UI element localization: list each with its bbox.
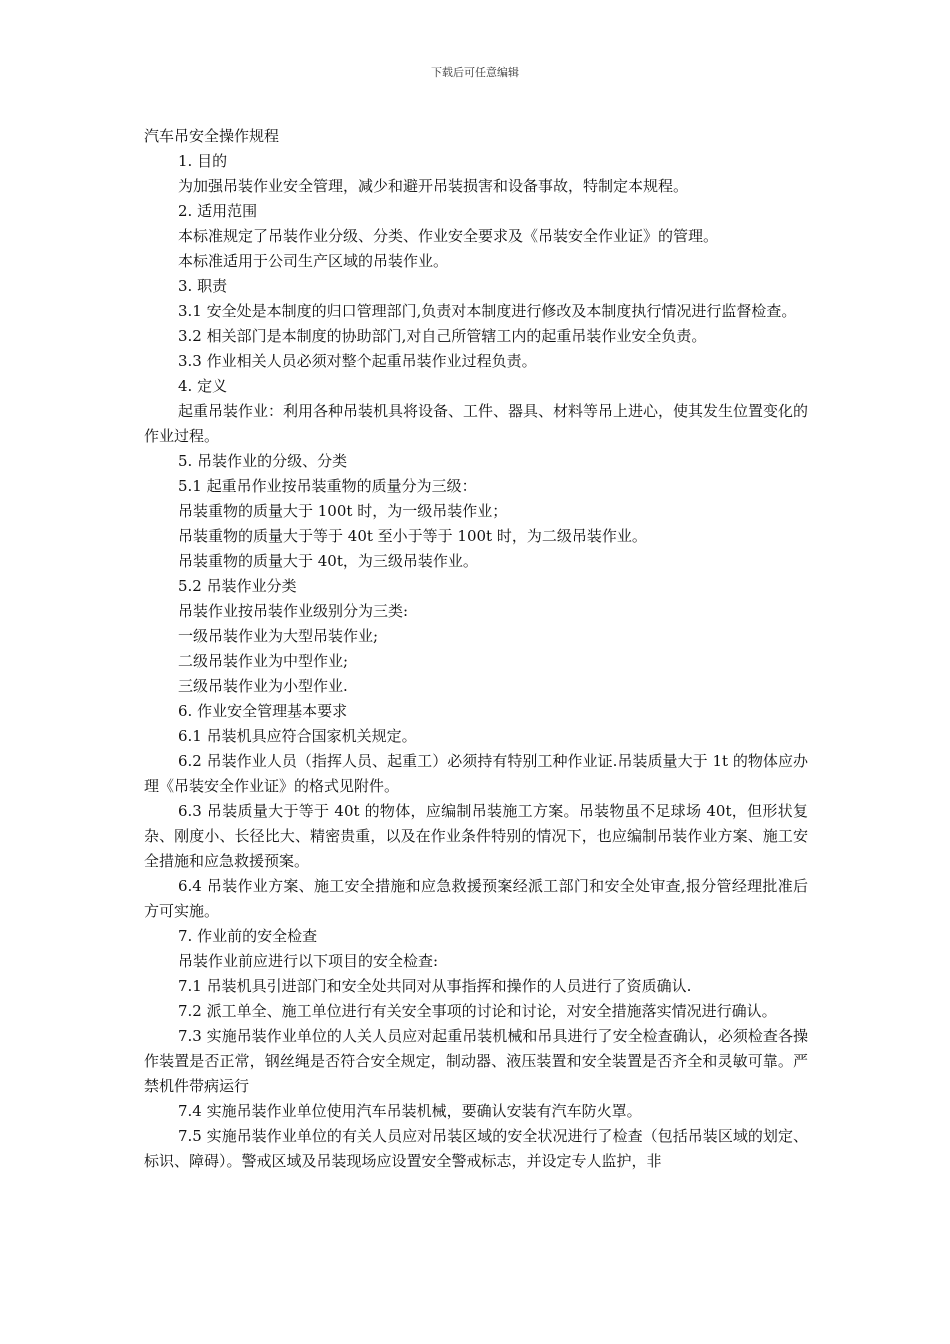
document-paragraph: 吊装作业前应进行以下项目的安全检查: xyxy=(178,952,439,970)
document-paragraph: 6.1 吊装机具应符合国家机关规定。 xyxy=(178,727,417,745)
document-paragraph: 5.1 起重吊作业按吊装重物的质量分为三级： xyxy=(178,477,477,495)
document-paragraph: 吊装作业按吊装作业级别分为三类: xyxy=(178,602,409,620)
document-paragraph: 吊装重物的质量大于 100t 时，为一级吊装作业； xyxy=(178,502,508,520)
document-paragraph: 3.1 安全处是本制度的归口管理部门,负责对本制度进行修改及本制度执行情况进行监督检查。 xyxy=(178,302,797,320)
document-paragraph: 6.2 吊装作业人员（指挥人员、起重工）必须持有特别工种作业证.吊装质量大于 1t 的物体应办理《吊装安全作业证》的格式见附件。 xyxy=(144,752,808,795)
document-paragraph: 7.5 实施吊装作业单位的有关人员应对吊装区域的安全状况进行了检查（包括吊装区域的划定、标识、障碍）。警戒区域及吊装现场应设置安全警戒标志，并设定专人监护，非 xyxy=(144,1127,808,1170)
document-paragraph: 5.2 吊装作业分类 xyxy=(178,577,297,595)
document-title: 汽车吊安全操作规程 xyxy=(144,127,280,145)
document-body xyxy=(144,124,808,1174)
document-paragraph: 7.3 实施吊装作业单位的人关人员应对起重吊装机械和吊具进行了安全检查确认，必须检查各操作装置是否正常，钢丝绳是否符合安全规定，制动器、液压装置和安全装置是否齐全和灵敏可靠。严禁机件带病运行 xyxy=(144,1027,808,1095)
document-paragraph: 一级吊装作业为大型吊装作业; xyxy=(178,627,379,645)
document-paragraph: 三级吊装作业为小型作业. xyxy=(178,677,348,695)
document-paragraph: 7.4 实施吊装作业单位使用汽车吊装机械，要确认安装有汽车防火罩。 xyxy=(178,1102,642,1120)
document-paragraph: 1. 目的 xyxy=(178,152,228,170)
document-paragraph: 为加强吊装作业安全管理，减少和避开吊装损害和设备事故，特制定本规程。 xyxy=(178,177,689,195)
document-paragraph: 2. 适用范围 xyxy=(178,202,258,220)
document-paragraph: 本标准规定了吊装作业分级、分类、作业安全要求及《吊装安全作业证》的管理。 xyxy=(178,227,719,245)
document-paragraph: 起重吊装作业：利用各种吊装机具将设备、工件、器具、材料等吊上进心，使其发生位置变化的作业过程。 xyxy=(144,402,809,445)
document-paragraph: 7.2 派工单全、施工单位进行有关安全事项的讨论和讨论，对安全措施落实情况进行确认。 xyxy=(178,1002,777,1020)
document-paragraph: 5. 吊装作业的分级、分类 xyxy=(178,452,348,470)
document-paragraph: 3. 职责 xyxy=(178,277,228,295)
document-paragraph: 3.3 作业相关人员必须对整个起重吊装作业过程负责。 xyxy=(178,352,537,370)
document-paragraph: 6. 作业安全管理基本要求 xyxy=(178,702,348,720)
document-paragraph: 4. 定义 xyxy=(178,377,228,395)
document-paragraph: 7.1 吊装机具引进部门和安全处共同对从事指挥和操作的人员进行了资质确认. xyxy=(178,977,692,995)
document-paragraph: 6.3 吊装质量大于等于 40t 的物体，应编制吊装施工方案。吊装物虽不足球场 40t，但形状复杂、刚度小、长径比大、精密贵重，以及在作业条件特别的情况下，也应编制吊装作业方案、施工安全措施和应急救援预案。 xyxy=(144,802,808,870)
document-paragraph: 吊装重物的质量大于等于 40t 至小于等于 100t 时，为二级吊装作业。 xyxy=(178,527,647,545)
document-paragraph: 7. 作业前的安全检查 xyxy=(178,927,318,945)
page-header-note: 下载后可任意编辑 xyxy=(431,66,519,79)
document-paragraph: 6.4 吊装作业方案、施工安全措施和应急救援预案经派工部门和安全处审查,报分管经理批准后方可实施。 xyxy=(144,877,808,920)
document-paragraph: 3.2 相关部门是本制度的协助部门,对自己所管辖工内的起重吊装作业安全负责。 xyxy=(178,327,707,345)
document-paragraph: 本标准适用于公司生产区域的吊装作业。 xyxy=(178,252,449,270)
document-paragraph: 吊装重物的质量大于 40t，为三级吊装作业。 xyxy=(178,552,478,570)
document-paragraph: 二级吊装作业为中型作业; xyxy=(178,652,349,670)
